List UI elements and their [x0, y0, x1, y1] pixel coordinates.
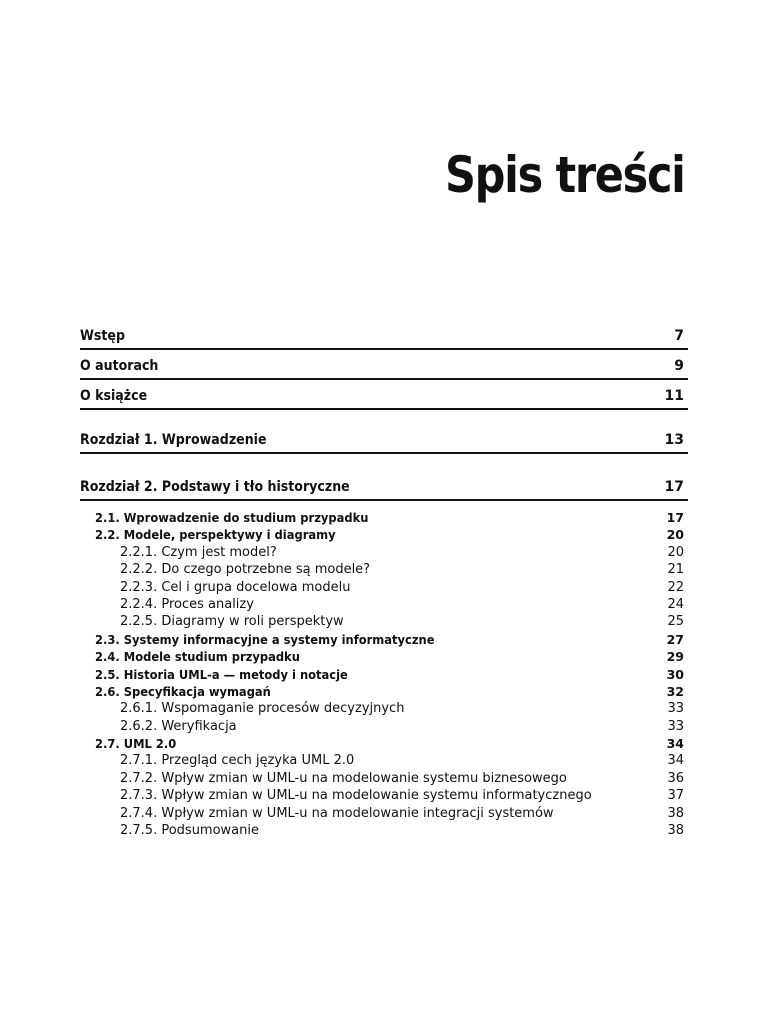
toc-entry-page: 13: [664, 432, 684, 448]
toc-entry-label: O autorach: [80, 358, 159, 374]
toc-subsection-entry[interactable]: [80, 787, 688, 804]
toc-subsection-entry[interactable]: [80, 805, 688, 822]
toc-entry-page: 25: [667, 614, 684, 630]
toc-entry-label: 2.7.1. Przegląd cech języka UML 2.0: [120, 753, 355, 769]
toc-entry-label: 2.7. UML 2.0: [95, 736, 177, 752]
toc-entry-label: 2.7.2. Wpływ zmian w UML-u na modelowanie systemu biznesowego: [120, 770, 567, 786]
toc-entry-page: 20: [666, 527, 684, 543]
toc-subsection-entry[interactable]: [80, 579, 688, 596]
toc-entry-label: 2.3. Systemy informacyjne a systemy informatyczne: [95, 631, 435, 647]
toc-section-entry[interactable]: [80, 666, 688, 683]
toc-entry-page: 27: [666, 631, 684, 647]
toc-entry-page: 38: [667, 823, 684, 839]
toc-entry-rozdzial-1[interactable]: [80, 432, 688, 454]
toc-entry-page: 22: [667, 579, 684, 595]
toc-entry-label: 2.1. Wprowadzenie do studium przypadku: [95, 510, 369, 525]
toc-section-entry[interactable]: [80, 735, 688, 752]
toc-entry-page: 37: [667, 788, 684, 804]
toc-subsection-entry[interactable]: [80, 561, 688, 578]
toc-entry-label: 2.6.2. Weryfikacja: [120, 718, 237, 734]
toc-entry-label: Wstęp: [80, 328, 125, 344]
toc-entry-page: 34: [667, 753, 684, 769]
toc-entry-wstep[interactable]: [80, 328, 688, 350]
toc-entry-page: 20: [667, 544, 684, 560]
toc-entry-label: 2.2.5. Diagramy w roli perspektyw: [120, 614, 344, 630]
toc-subsection-entry[interactable]: [80, 822, 688, 839]
toc-section-list: [80, 509, 688, 839]
toc-entry-page: 9: [674, 358, 684, 374]
toc-subsection-entry[interactable]: [80, 700, 688, 717]
toc-entry-page: 32: [666, 683, 684, 699]
toc-entry-label: 2.5. Historia UML-a — metody i notacje: [95, 666, 348, 682]
toc-section-entry[interactable]: [80, 648, 688, 665]
toc-entry-page: 33: [667, 701, 684, 717]
toc-entry-page: 24: [667, 596, 684, 612]
toc-entry-page: 21: [667, 562, 684, 578]
toc-section-entry[interactable]: [80, 631, 688, 648]
toc-entry-page: 33: [667, 718, 684, 734]
toc-entry-rozdzial-2[interactable]: [80, 479, 688, 501]
toc-entry-label: 2.6. Specyfikacja wymagań: [95, 683, 271, 699]
toc-entry-label: 2.2.4. Proces analizy: [120, 596, 254, 612]
toc-subsection-entry[interactable]: [80, 544, 688, 561]
toc-entry-label: 2.4. Modele studium przypadku: [95, 649, 300, 665]
toc-entry-page: 36: [667, 770, 684, 786]
toc-section-entry[interactable]: [80, 683, 688, 700]
toc-entry-label: Rozdział 2. Podstawy i tło historyczne: [80, 479, 350, 495]
toc-entry-page: 7: [674, 328, 684, 344]
toc-entry-label: 2.2. Modele, perspektywy i diagramy: [95, 527, 336, 543]
toc-entry-label: 2.2.2. Do czego potrzebne są modele?: [120, 562, 371, 578]
toc-subsection-entry[interactable]: [80, 718, 688, 735]
toc-entry-page: 34: [666, 736, 684, 752]
toc-subsection-entry[interactable]: [80, 613, 688, 630]
toc-entry-label: 2.2.3. Cel i grupa docelowa modelu: [120, 579, 351, 595]
toc-entry-o-ksiazce[interactable]: [80, 388, 688, 410]
toc-entry-page: 30: [666, 666, 684, 682]
toc-entry-label: 2.7.4. Wpływ zmian w UML-u na modelowanie integracji systemów: [120, 805, 554, 821]
toc-subsection-entry[interactable]: [80, 752, 688, 769]
toc-subsection-entry[interactable]: [80, 770, 688, 787]
toc-subsection-entry[interactable]: [80, 596, 688, 613]
toc-entry-label: O książce: [80, 388, 148, 404]
toc-section-entry[interactable]: [80, 526, 688, 543]
toc-entry-label: 2.7.3. Wpływ zmian w UML-u na modelowanie systemu informatycznego: [120, 788, 592, 804]
toc-entry-page: 17: [664, 479, 684, 495]
toc-entry-label: 2.2.1. Czym jest model?: [120, 544, 277, 560]
toc-entry-label: Rozdział 1. Wprowadzenie: [80, 432, 267, 448]
toc-entry-page: 38: [667, 805, 684, 821]
toc-entry-label: 2.7.5. Podsumowanie: [120, 823, 260, 839]
toc-entry-page: 11: [664, 388, 684, 404]
toc-entry-page: 29: [666, 649, 684, 665]
toc-entry-o-autorach[interactable]: [80, 358, 688, 380]
toc-entry-label: 2.6.1. Wspomaganie procesów decyzyjnych: [120, 701, 405, 717]
page-title: Spis treści: [445, 146, 685, 204]
toc-section-entry[interactable]: [80, 509, 688, 526]
toc-entry-page: 17: [666, 510, 684, 525]
